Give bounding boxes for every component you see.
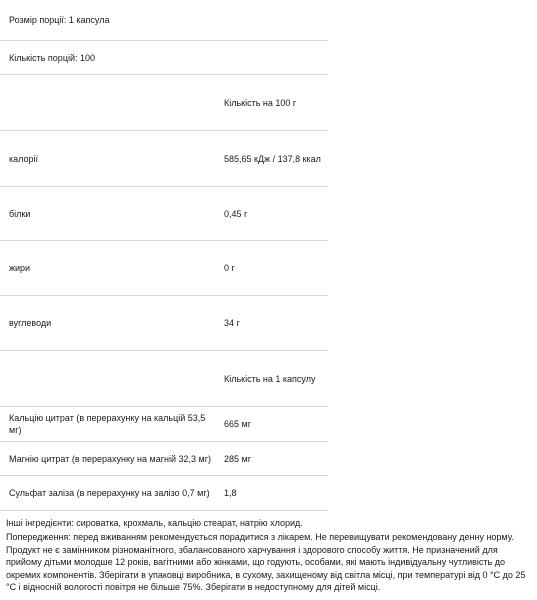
percap-header: Кількість на 1 капсулу <box>224 373 316 384</box>
warning-text: Попередження: перед вживанням рекомендується порадитися з лікарем. Не перевищувати рекомендовану денну норму. Продукт не є замінником різноманітного, збалансованого харчування і здорового способу життя. Не призначений для прийому дітьми молодше 12 років, вагітними або жінками, що годують, особами, які мають індивідуальну чутливість до окремих компонентів. Зберігати в упаковці виробника, в сухому, захищеному від світла місці, при температурі від 0 °С до 25 °С і відносній вологості повітря не більше 75%. Зберігати в недоступному для дітей місці. <box>6 532 526 593</box>
nutrient-value: 585,65 кДж / 137,8 ккал <box>224 153 321 164</box>
ingredients-text: Інші інгредієнти: сироватка, крохмаль, кальцію стеарат, натрію хлорид. <box>6 518 303 528</box>
table-row <box>0 296 328 351</box>
table-row <box>0 476 328 511</box>
component-value: 285 мг <box>224 453 251 464</box>
nutrient-name: вуглеводи <box>9 318 52 328</box>
component-name: Кальцію цитрат (в перерахунку на кальцій 53,5 мг) <box>9 413 206 435</box>
nutrient-name: калорії <box>9 153 39 164</box>
nutrient-value: 0 г <box>224 263 235 273</box>
table-row <box>0 131 328 187</box>
notes-block <box>6 517 532 593</box>
nutrient-value: 34 г <box>224 318 240 328</box>
nutrient-name: білки <box>9 208 31 219</box>
serving-size: Розмір порції: 1 капсула <box>9 15 110 25</box>
component-name: Сульфат заліза (в перерахунку на залізо 0,7 мг) <box>9 488 210 498</box>
component-name: Магнію цитрат (в перерахунку на магній 32,3 мг) <box>9 453 211 464</box>
serving-count: Кількість порцій: 100 <box>9 52 96 63</box>
table-row <box>0 187 328 241</box>
percap-header-row <box>0 351 328 407</box>
per100-header-row <box>0 75 328 131</box>
table-row <box>0 241 328 296</box>
serving-count-row <box>0 41 328 75</box>
nutrient-value: 0,45 г <box>224 208 248 219</box>
table-row <box>0 442 328 476</box>
serving-size-row <box>0 0 328 41</box>
component-value: 1,8 <box>224 488 237 498</box>
nutrient-name: жири <box>9 263 31 273</box>
table-row <box>0 407 328 442</box>
per100-header: Кількість на 100 г <box>224 97 297 108</box>
component-value: 665 мг <box>224 419 251 429</box>
